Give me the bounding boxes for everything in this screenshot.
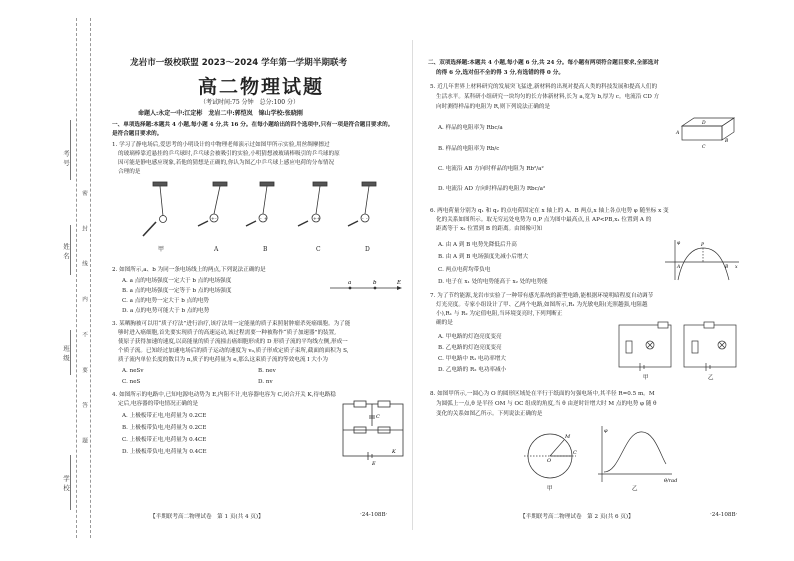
q7-option-a[interactable]: A. 甲电路的灯泡亮度变亮 xyxy=(438,334,502,340)
binding-line-outer xyxy=(76,18,77,538)
q1-stem-line-1: 1. 学习了静电场后,爱思考的小明设计的中物理老师演示过如图甲所示实验,用丝绸摩擦过 xyxy=(112,142,330,148)
school-label: 学校 xyxy=(62,475,70,494)
q2-option-a[interactable]: A. a 点的电场强度一定大于 b 点的电场强度 xyxy=(122,278,232,284)
svg-text:O: O xyxy=(547,458,552,464)
binding-line-inner xyxy=(90,18,91,538)
section2-heading-line2: 的得 6 分,选对但不全的得 3 分,有选错的得 0 分。 xyxy=(436,70,564,76)
svg-text:C: C xyxy=(376,414,380,420)
q8-label-yi: 乙 xyxy=(632,486,638,492)
q6-option-c[interactable]: C. 两点电荷均带负电 xyxy=(438,267,491,273)
q7-stem-line-2: 灯光亮度。专家小组设计了甲、乙两个电路,如图所示,R₁ 为光敏电阻(光照越强,电阻越 xyxy=(436,302,648,308)
page-divider xyxy=(412,40,413,530)
svg-text:M: M xyxy=(565,434,571,440)
q5-stem-line-3: 向时测得样品的电阻为 R,则下列说法正确的是 xyxy=(436,104,551,110)
section1-heading-line2: 是符合题目要求的。 xyxy=(112,131,163,137)
svg-text:θ/rad: θ/rad xyxy=(664,478,678,484)
svg-text:A: A xyxy=(676,131,680,136)
main-title: 高二物理试题 xyxy=(198,76,325,98)
svg-text:+: + xyxy=(313,217,317,222)
q8-stem-line-3: 变化的关系如图乙所示。下列说法正确的是 xyxy=(436,411,543,417)
q4-option-a[interactable]: A. 上极板带正电,电荷量为 0.2CE xyxy=(122,413,207,419)
q2-figure xyxy=(325,278,405,298)
svg-text:D: D xyxy=(702,121,706,126)
q3-stem-line-2: 够时进入癌细胞,首先要实现质子的高速运动,该过程需要一种被称作“质子加速器”的装置, xyxy=(118,330,337,336)
svg-text:C: C xyxy=(702,145,706,150)
q1-stem-line-3: 因可能是静电感应现象,若他的猜想是正确的,你认为图乙中乒乓球上感应电荷的分布情况 xyxy=(118,160,335,166)
svg-text:+: + xyxy=(317,217,321,222)
q7-label-jia: 甲 xyxy=(643,375,649,381)
section2-heading: 二、双项选择题:本题共 4 小题,每小题 6 分,共 24 分。每小题有两项符合题目要求,全部选对 xyxy=(428,60,659,66)
svg-text:-: - xyxy=(366,217,368,222)
q2-label-a: a xyxy=(348,280,352,286)
svg-text:-: - xyxy=(260,217,262,222)
svg-text:A: A xyxy=(677,265,681,270)
svg-text:B: B xyxy=(725,139,729,144)
name-blank[interactable] xyxy=(70,225,72,275)
q1-label-jia: 甲 xyxy=(158,246,165,253)
q2-label-b: b xyxy=(373,280,377,286)
q2-stem: 2. 如图所示,a、b 为同一条电场线上的两点,下列说法正确的是 xyxy=(112,267,266,273)
exam-no-label: 考号 xyxy=(62,150,70,169)
q3-option-c[interactable]: C. neS xyxy=(122,379,141,385)
q1-label-a: A xyxy=(214,246,219,253)
q3-option-b[interactable]: B. nev xyxy=(258,368,276,374)
q2-label-e: E xyxy=(397,280,402,286)
q7-circuits xyxy=(614,315,744,381)
q6-option-a[interactable]: A. 由 A 到 B 电势先降低后升高 xyxy=(438,242,517,248)
q7-option-c[interactable]: C. 甲电路中 R₁ 电功率增大 xyxy=(438,356,506,362)
q3-option-d[interactable]: D. nv xyxy=(258,379,273,385)
svg-text:φ: φ xyxy=(677,241,681,246)
q3-stem-line-1: 3. 某晒胸被可以用“质子疗法”进行治疗,该疗法用一定能量的质子束照射肿瘤杀死癌细胞。为了能 xyxy=(112,321,351,327)
left-footer-code: ·24-108B· xyxy=(360,512,388,518)
q1-stem-line-2: 的玻璃棒靠近悬挂的乒乓球时,乒乓球会被吸引的实验,小明猜想被玻璃棒吸引的乒乓球的原 xyxy=(118,151,340,157)
svg-text:+: + xyxy=(211,217,215,222)
right-footer-code: ·24-108B· xyxy=(710,512,738,518)
q6-option-b[interactable]: B. 由 A 到 B 电场强度先减小后增大 xyxy=(438,254,529,260)
right-footer: 【半期联考高二物理试卷 第 2 页(共 6 页)】 xyxy=(520,514,634,520)
svg-text:P: P xyxy=(701,243,705,248)
section1-heading: 一、单项选择题:本题共 4 小题,每小题 4 分,共 16 分。在每小题给出的四个选项中,只有一项是符合题目要求的。 xyxy=(112,122,394,128)
q7-stem-line-1: 7. 为了节约能源,龙岩市实验了一种带有感光系统的新型电路,能根据环境明暗程度自动调节 xyxy=(430,293,654,299)
q7-option-d[interactable]: D. 乙电路的 R₂ 电功率减小 xyxy=(438,367,507,373)
svg-text:B: B xyxy=(725,265,729,270)
q5-option-b[interactable]: B. 样品的电阻率为 Rb/c xyxy=(438,146,500,152)
q5-stem-line-1: 5. 近几年世界上材料研究的发展突飞猛进,新材料的出现对提高人类的科技发展和提高人们的 xyxy=(430,84,658,90)
q1-stem-line-4: 合理的是 xyxy=(118,169,141,175)
q6-potential-graph xyxy=(663,236,743,284)
q4-circuit xyxy=(338,398,408,466)
q5-block-figure xyxy=(672,112,742,152)
q1-label-c: C xyxy=(316,246,321,253)
q6-stem-line-2: 化的关系如图所示。取无穷远处电势为 0,P 点为图中最高点,且 AP<PB,x₁ 位置到 A 的 xyxy=(436,217,652,223)
svg-text:x: x xyxy=(735,265,738,270)
q3-stem-line-5: 质子流内单位长度的数目为 n,质子的电荷量为 e,那么这束质子流的等效电流 I 大小为 xyxy=(118,357,328,363)
league-title: 龙岩市一级校联盟 2023～2024 学年第一学期半期联考 xyxy=(130,58,348,68)
svg-text:φ: φ xyxy=(604,428,608,434)
q2-option-c[interactable]: C. a 点的电势一定大于 b 点的电势 xyxy=(122,298,210,304)
q8-stem-line-2: 为圆弧上一点,θ 是半径 OM 与 OC 组成的角度,当 θ 由逆时针增大时 M 点的电势 φ 随 θ xyxy=(436,401,657,407)
svg-text:-: - xyxy=(215,217,217,222)
q3-stem-line-3: 使原子获得加速的速度,以高能量的质子流撞击癌细胞形成的 D 形质子流的平均线左侧,形成一 xyxy=(118,339,348,345)
q8-figures xyxy=(520,424,680,494)
q7-option-b[interactable]: B. 乙电路的灯泡亮度变亮 xyxy=(438,345,502,351)
q6-stem-line-3: 距离等于 x₂ 位置到 B 的距离。由图像可知 xyxy=(436,226,543,232)
exam-no-blank[interactable] xyxy=(70,120,72,180)
q3-option-a[interactable]: A. neSv xyxy=(122,368,144,374)
q4-option-d[interactable]: D. 上极板带负电,电荷量为 0.4CE xyxy=(122,449,207,455)
svg-text:E: E xyxy=(372,461,376,466)
left-footer: 【半期联考高二物理试卷 第 1 页(共 4 页)】 xyxy=(150,514,264,520)
q2-option-d[interactable]: D. a 点的电势可能大于 b 点的电势 xyxy=(122,308,210,314)
name-label: 姓名 xyxy=(62,243,70,262)
q4-stem-line-1: 4. 如图所示的电路中,已知电源电动势为 E,内阻不计,电容器电容为 C,闭合开关 K,待电路稳 xyxy=(112,392,336,398)
q7-label-yi: 乙 xyxy=(708,375,714,381)
seal-line-text: 密 封 线 内 不 要 答 题 xyxy=(81,190,87,458)
q4-option-b[interactable]: B. 上极板带负电,电荷量为 0.2CE xyxy=(122,425,207,431)
q3-stem-line-4: 个质子流。已知经过加速电场后的质子运动的速度为 v₀,质子形成定质子束所,截面的面积为 S, xyxy=(118,348,349,354)
q5-option-a[interactable]: A. 样品的电阻率为 Rbc/a xyxy=(438,125,503,131)
q5-option-c[interactable]: C. 电流沿 AB 方向时样品的电阻为 Rb²/a² xyxy=(438,166,544,172)
exam-info: （考试时间:75 分钟 总分:100 分） xyxy=(200,99,299,106)
svg-text:+: + xyxy=(264,217,268,222)
q4-option-c[interactable]: C. 上极板带正电,电荷量为 0.4CE xyxy=(122,437,207,443)
class-label: 班级 xyxy=(62,345,70,364)
q8-label-jia: 甲 xyxy=(547,486,553,492)
q1-label-b: B xyxy=(263,246,268,253)
q1-label-d: D xyxy=(365,246,370,253)
q6-option-d[interactable]: D. 电子在 x₁ 处的电势能高于 x₂ 处的电势能 xyxy=(438,279,548,285)
q5-option-d[interactable]: D. 电流沿 AD 方向时样品的电阻为 Rbc/a² xyxy=(438,186,546,192)
q8-stem-line-1: 8. 如图甲所示,一圆心为 O 的圆形区域处在平行于纸面的匀强电场中,其半径 R=0.5 m。M xyxy=(430,391,655,397)
q1-figure xyxy=(118,176,408,256)
school-blank[interactable] xyxy=(70,455,72,510)
q6-stem-line-1: 6. 两电荷量分别为 q₁ 和 q₂ 的点电荷固定在 x 轴上的 A、B 两点,x 轴上各点电势 φ 随坐标 x 变 xyxy=(430,208,669,214)
svg-text:K: K xyxy=(392,449,396,455)
class-blank[interactable] xyxy=(70,330,72,375)
q4-stem-line-2: 定后,电容器的带电情况正确的是 xyxy=(118,401,199,407)
q5-stem-line-2: 生活水平。某科研小组研究一块均匀的长方体新材料,长为 a,宽为 b,厚为 c。电流沿 CD 方 xyxy=(436,94,660,100)
svg-text:-: - xyxy=(362,217,364,222)
svg-text:C: C xyxy=(573,450,577,456)
q2-option-b[interactable]: B. a 点的电场强度一定等于 b 点的电场强度 xyxy=(122,288,232,294)
authors: 命题人:永定一中:江定彬 龙岩二中:郭恺岚 锦山学校:张晓刚 xyxy=(138,110,303,117)
q7-stem-line-3: 小),R₁ 与 R₂ 为定值电阻,当环境变亮时,下列判断正 xyxy=(436,311,563,317)
q7-stem-line-4: 确的是 xyxy=(436,320,453,326)
